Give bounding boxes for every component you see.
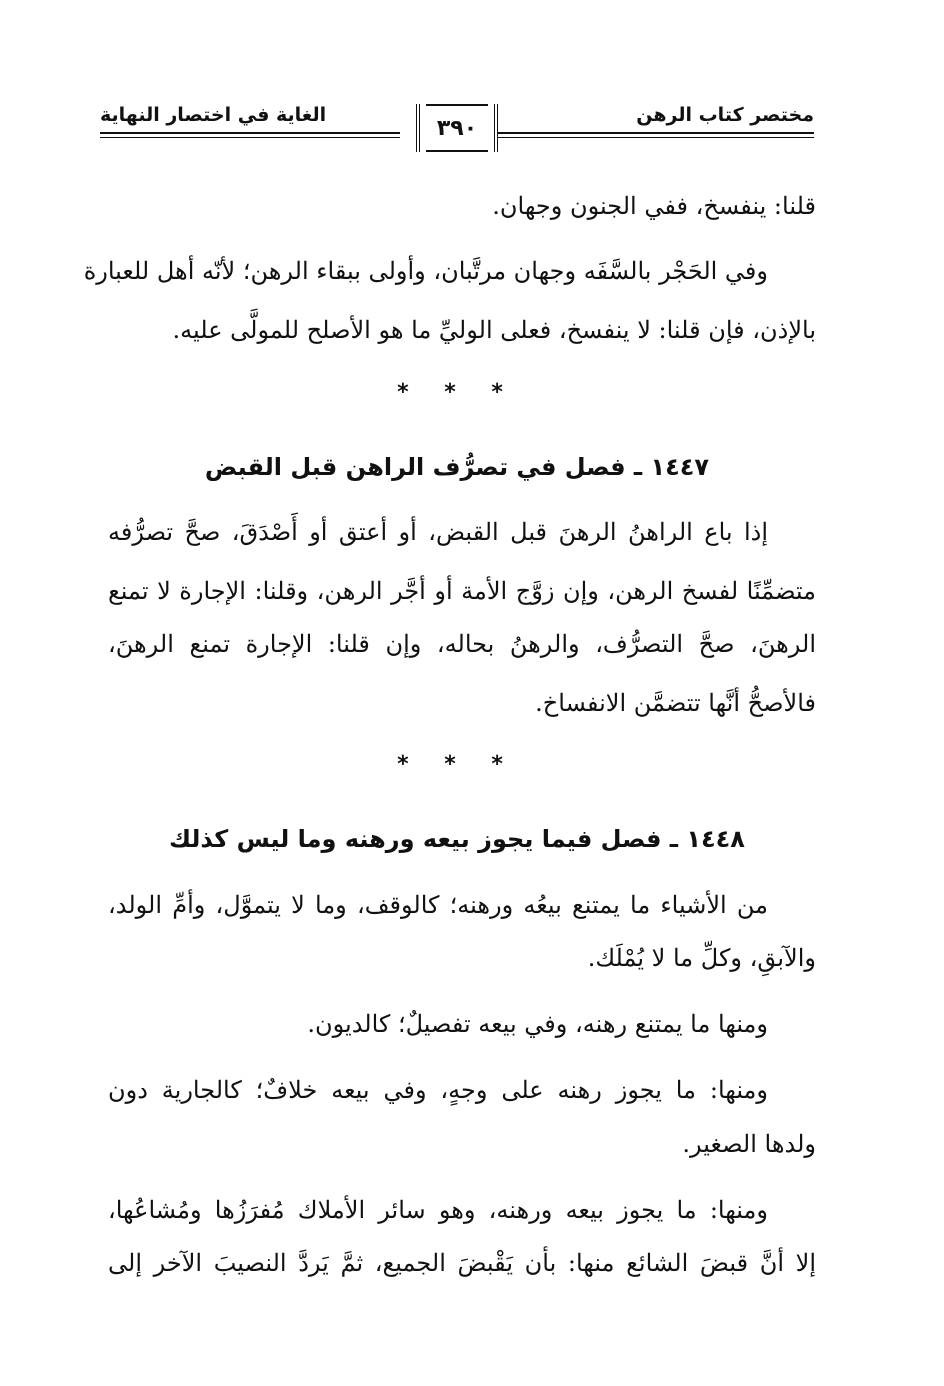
- text-line: من الأشياء ما يمتنع بيعُه ورهنه؛ كالوقف، وما لا يتموَّل، وأمِّ الولد،: [108, 891, 768, 919]
- header-rule: [100, 137, 400, 138]
- running-header: [100, 96, 814, 156]
- text-line: بالإذن، فإن قلنا: لا ينفسخ، فعلى الوليِّ ما هو الأصلح للمولَّى عليه.: [172, 316, 816, 344]
- text-line: الرهنَ، صحَّ التصرُّف، والرهنُ بحاله، وإن قلنا: الإجارة تمنع الرهنَ،: [108, 630, 816, 658]
- book-title: الغاية في اختصار النهاية: [100, 104, 327, 126]
- text-line: ومنها ما يمتنع رهنه، وفي بيعه تفصيلٌ؛ كالديون.: [307, 1010, 768, 1038]
- text-line: ومنها: ما يجوز بيعه ورهنه، وهو سائر الأملاك مُفرَزُها ومُشاعُها،: [108, 1196, 768, 1224]
- section-separator: * * *: [397, 752, 517, 777]
- text-line: متضمِّنًا لفسخ الرهن، وإن زوَّج الأمة أو أجَّر الرهن، وقلنا: الإجارة لا تمنع: [108, 577, 816, 605]
- text-line: والآبقِ، وكلِّ ما لا يُمْلَك.: [587, 944, 816, 972]
- text-line: قلنا: ينفسخ، ففي الجنون وجهان.: [492, 192, 816, 220]
- box-top-bar: [426, 104, 488, 106]
- header-rule: [498, 132, 814, 134]
- section-heading: ١٤٤٨ ـ فصل فيما يجوز بيعه ورهنه وما ليس كذلك: [169, 825, 745, 853]
- chapter-title: مختصر كتاب الرهن: [636, 104, 814, 126]
- text-line: إذا باع الراهنُ الرهنَ قبل القبض، أو أعتق أو أَصْدَقَ، صحَّ تصرُّفه: [108, 518, 768, 546]
- header-rule: [100, 132, 400, 134]
- text-line: ومنها: ما يجوز رهنه على وجهٍ، وفي بيعه خلافٌ؛ كالجارية دون: [108, 1076, 768, 1104]
- header-rule: [498, 137, 814, 138]
- text-line: إلا أنَّ قبضَ الشائع منها: بأن يَقْبضَ الجميع، ثمَّ يَردَّ النصيبَ الآخر إلى: [108, 1249, 816, 1277]
- text-line: وفي الحَجْر بالسَّفَه وجهان مرتَّبان، وأولى ببقاء الرهن؛ لأنّه أهل للعبارة: [83, 257, 768, 285]
- section-heading: ١٤٤٧ ـ فصل في تصرُّف الراهن قبل القبض: [204, 453, 710, 481]
- page-number: ٣٩٠: [436, 116, 478, 141]
- page-number-box: [416, 104, 498, 152]
- section-separator: * * *: [397, 380, 517, 405]
- text-line: فالأصحُّ أنَّها تتضمَّن الانفساخ.: [535, 689, 816, 717]
- text-line: ولدها الصغير.: [682, 1130, 816, 1158]
- box-bottom-bar: [426, 150, 488, 152]
